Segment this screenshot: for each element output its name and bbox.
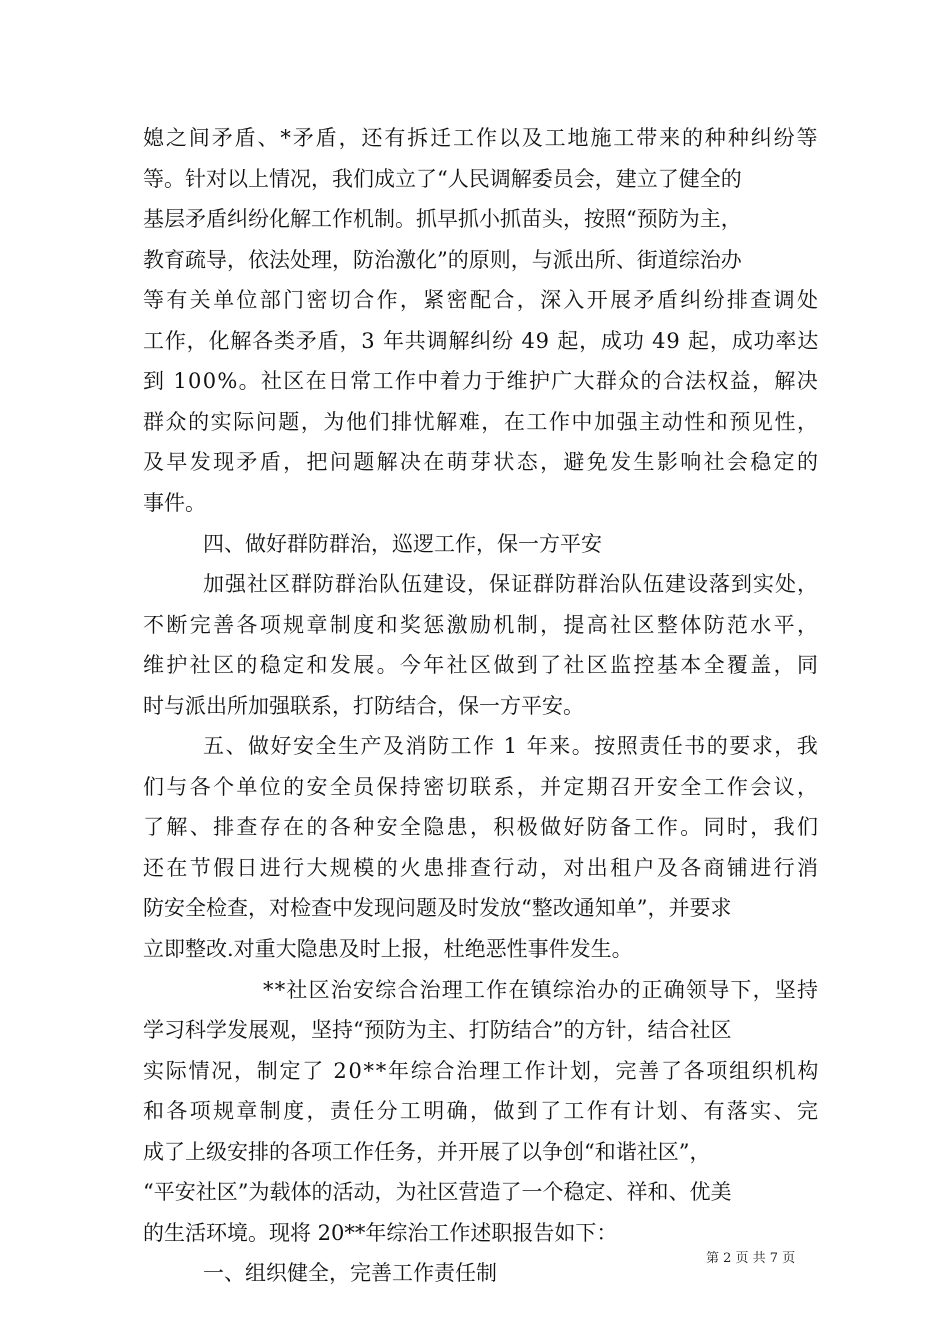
paragraph-line: 一、组织健全，完善工作责任制 [203,1261,497,1285]
paragraph-line: 实际情况，制定了 20**年综合治理工作计划，完善了各项组织机构 [143,1059,821,1083]
paragraph-line: 基层矛盾纠纷化解工作机制。抓早抓小抓苗头，按照“预防为主， [143,207,742,231]
paragraph-line: 事件。 [143,491,206,515]
paragraph-line: 工作，化解各类矛盾，3 年共调解纠纷 49 起，成功 49 起，成功率达 [143,329,820,353]
paragraph-line: 四、做好群防群治，巡逻工作，保一方平安 [203,532,602,556]
paragraph-line: 五、做好安全生产及消防工作 1 年来。按照责任书的要求，我 [203,734,820,758]
paragraph-line: 群众的实际问题，为他们排忧解难，在工作中加强主动性和预见性， [143,410,820,434]
paragraph-line: 媳之间矛盾、*矛盾，还有拆迁工作以及工地施工带来的种种纠纷等 [143,126,820,150]
paragraph-line: 立即整改.对重大隐患及时上报，杜绝恶性事件发生。 [143,937,633,961]
paragraph-line: 了解、排查存在的各种安全隐患，积极做好防备工作。同时，我们 [143,815,821,839]
paragraph-line: 们与各个单位的安全员保持密切联系，并定期召开安全工作会议， [143,775,821,799]
paragraph-line: “平安社区”为载体的活动，为社区营造了一个稳定、祥和、优美 [143,1180,732,1204]
paragraph-line: 还在节假日进行大规模的火患排查行动，对出租户及各商铺进行消 [143,856,821,880]
paragraph-line: 维护社区的稳定和发展。今年社区做到了社区监控基本全覆盖，同 [143,653,821,677]
paragraph-line: 防安全检查，对检查中发现问题及时发放“整改通知单”，并要求 [143,896,732,920]
paragraph-line: 学习科学发展观，坚持“预防为主、打防结合”的方针，结合社区 [143,1018,732,1042]
paragraph-line: 到 100%。社区在日常工作中着力于维护广大群众的合法权益，解决 [143,369,820,393]
paragraph-line: 等有关单位部门密切合作，紧密配合，深入开展矛盾纠纷排查调处 [143,288,821,312]
paragraph-line: 加强社区群防群治队伍建设，保证群防群治队伍建设落到实处， [203,572,819,596]
paragraph-line: 和各项规章制度，责任分工明确，做到了工作有计划、有落实、完 [143,1099,821,1123]
paragraph-line: 成了上级安排的各项工作任务，并开展了以争创“和谐社区”， [143,1140,711,1164]
paragraph-line: 不断完善各项规章制度和奖惩激励机制，提高社区整体防范水平， [143,613,821,637]
paragraph-line: 教育疏导，依法处理，防治激化”的原则，与派出所、街道综治办 [143,248,742,272]
paragraph-line: 等。针对以上情况，我们成立了“人民调解委员会，建立了健全的 [143,167,742,191]
paragraph-line: **社区治安综合治理工作在镇综治办的正确领导下，坚持 [263,978,820,1002]
paragraph-line: 的生活环境。现将 20**年综治工作述职报告如下： [143,1221,618,1245]
page-number: 第 2 页 共 7 页 [706,1251,796,1266]
paragraph-line: 时与派出所加强联系，打防结合，保一方平安。 [143,694,584,718]
paragraph-line: 及早发现矛盾，把问题解决在萌芽状态，避免发生影响社会稳定的 [143,450,821,474]
